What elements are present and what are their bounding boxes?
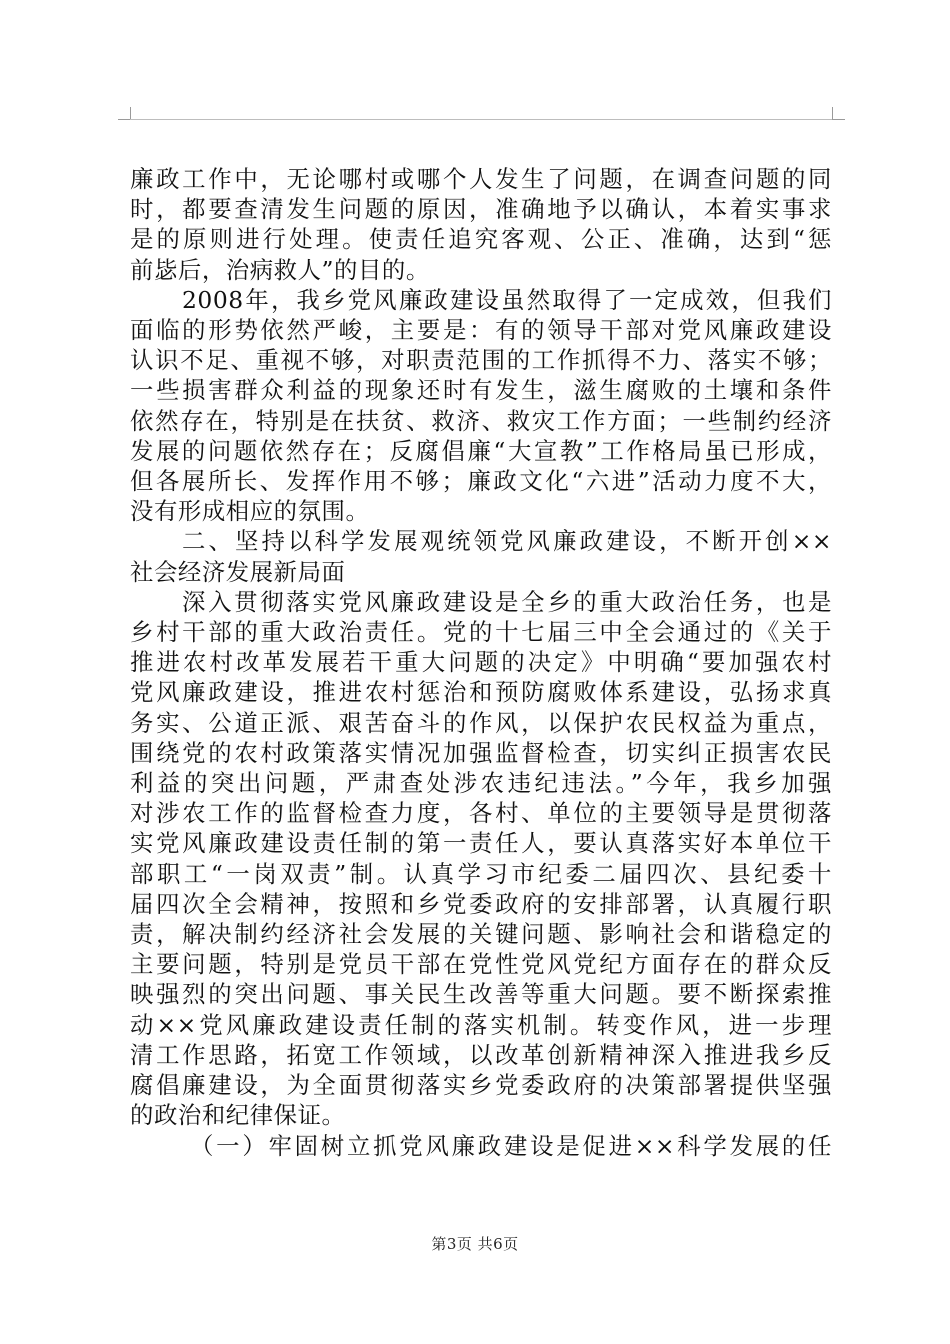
text-line: 前毖后，治病救人”的目的。 xyxy=(130,255,430,284)
text-line: 时，都要查清发生问题的原因，准确地予以确认，本着实事求 xyxy=(130,195,832,224)
text-line: 围绕党的农村政策落实情况加强监督检查，切实纠正损害农民 xyxy=(130,738,832,767)
paragraph xyxy=(130,526,832,586)
text-line: 届四次全会精神，按照和乡党委政府的安排部署，认真履行职 xyxy=(130,889,832,918)
text-line: 党风廉政建设，推进农村惩治和预防腐败体系建设，弘扬求真 xyxy=(130,678,832,707)
text-line: 推进农村改革发展若干重大问题的决定》中明确“要加强农村 xyxy=(130,648,832,677)
text-line: 认识不足、重视不够，对职责范围的工作抓得不力、落实不够； xyxy=(130,346,832,375)
text-line: 廉政工作中，无论哪村或哪个人发生了问题，在调查问题的同 xyxy=(130,165,832,193)
text-line: 一些损害群众利益的现象还时有发生，滋生腐败的土壤和条件 xyxy=(130,376,832,405)
text-line: 清工作思路，拓宽工作领域，以改革创新精神深入推进我乡反 xyxy=(130,1040,832,1069)
header-rule xyxy=(130,119,832,120)
text-line: 面临的形势依然严峻，主要是：有的领导干部对党风廉政建设 xyxy=(130,316,832,345)
text-line: 发展的问题依然存在；反腐倡廉“大宣教”工作格局虽已形成， xyxy=(130,436,832,465)
text-line: 映强烈的突出问题、事关民生改善等重大问题。要不断探索推 xyxy=(130,980,832,1009)
text-line: 二、坚持以科学发展观统领党风廉政建设，不断开创×× xyxy=(182,527,832,556)
text-line: 2008年，我乡党风廉政建设虽然取得了一定成效，但我们 xyxy=(182,285,832,314)
paragraph xyxy=(130,164,832,285)
text-line: 社会经济发展新局面 xyxy=(130,557,346,586)
paragraph xyxy=(130,285,832,527)
header-corner-mark-right xyxy=(832,107,845,120)
text-line: 腐倡廉建设，为全面贯彻落实乡党委政府的决策部署提供坚强 xyxy=(130,1071,832,1100)
text-line: 实党风廉政建设责任制的第一责任人，要认真落实好本单位干 xyxy=(130,829,832,858)
paragraph xyxy=(130,1131,832,1161)
text-line: 但各展所长、发挥作用不够；廉政文化“六进”活动力度不大， xyxy=(130,467,832,496)
text-line: 没有形成相应的氛围。 xyxy=(130,497,370,526)
paragraph xyxy=(130,587,832,1131)
text-line: 是的原则进行处理。使责任追究客观、公正、准确，达到“惩 xyxy=(130,225,832,254)
text-line: 利益的突出问题，严肃查处涉农违纪违法。”今年，我乡加强 xyxy=(130,769,832,798)
text-line: 依然存在，特别是在扶贫、救济、救灾工作方面；一些制约经济 xyxy=(130,406,832,435)
text-line: 责，解决制约经济社会发展的关键问题、影响社会和谐稳定的 xyxy=(130,920,832,949)
text-line: 对涉农工作的监督检查力度，各村、单位的主要领导是贯彻落 xyxy=(130,799,832,828)
text-line: 的政治和纪律保证。 xyxy=(130,1101,346,1130)
text-line: 乡村干部的重大政治责任。党的十七届三中全会通过的《关于 xyxy=(130,618,832,647)
text-line: （一）牢固树立抓党风廉政建设是促进××科学发展的任 xyxy=(190,1131,832,1160)
page-footer: 第3页 共6页 xyxy=(431,1235,519,1253)
text-line: 动××党风廉政建设责任制的落实机制。转变作风，进一步理 xyxy=(130,1010,832,1039)
text-line: 部职工“一岗双责”制。认真学习市纪委二届四次、县纪委十 xyxy=(130,859,832,888)
body-text xyxy=(130,164,832,1161)
text-line: 主要问题，特别是党员干部在党性党风党纪方面存在的群众反 xyxy=(130,950,832,979)
text-line: 深入贯彻落实党风廉政建设是全乡的重大政治任务，也是 xyxy=(182,587,832,616)
text-line: 务实、公道正派、艰苦奋斗的作风，以保护农民权益为重点， xyxy=(130,708,832,737)
